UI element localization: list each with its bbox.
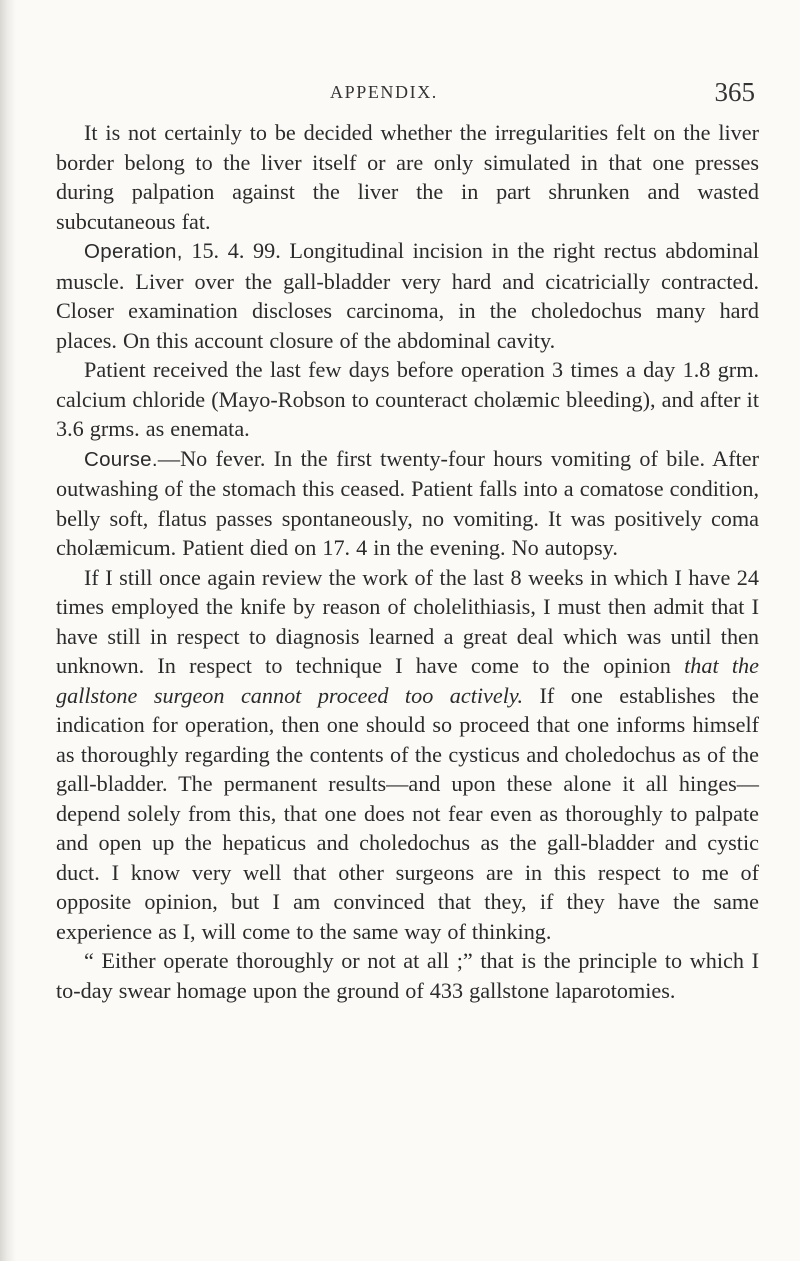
review-text-start: If I still once again review the work of the last 8 weeks in which I have 24 times employed the knife by reason of cholelithiasis, I must then admit that I have still in respect to diagnosis learned a great deal which was until then unknown. In respect to technique I have come to the opinion (56, 564, 759, 678)
page-number: 365 (714, 77, 755, 107)
paragraph-closing-principle: “ Either operate thoroughly or not at all ;” that is the principle to which I to-day swear homage upon the ground of 433 gallstone laparotomies. (56, 948, 759, 1003)
running-header (56, 77, 759, 118)
running-title: APPENDIX. (330, 82, 438, 102)
book-page (56, 77, 759, 1005)
binding-shadow (0, 0, 16, 1261)
course-heading: Course. (84, 447, 158, 471)
course-text: —No fever. In the first twenty-four hours vomiting of bile. After outwashing of the stomach this ceased. Patient falls into a comatose condition, belly soft, flatus passes spontaneously, no vomiting. It was positively coma cholæmicum. Patient died on 17. 4 in the evening. No autopsy. (56, 445, 759, 560)
body-text (56, 118, 759, 1005)
operation-text: 15. 4. 99. Longitudinal incision in the right rectus abdominal muscle. Liver over the gall-bladder very hard and cicatricially contracted. Closer examination discloses carcinoma, in the choledochus many hard places. On this account closure of the abdominal cavity. (56, 238, 759, 353)
paragraph-review (56, 563, 759, 947)
operation-heading: Operation, (84, 240, 183, 263)
paragraph-operation (56, 236, 759, 355)
paragraph-liver-border: It is not certainly to be decided whether the irregularities felt on the liver border belong to the liver itself or are only simulated in that one presses during palpation against the liver the in part shrunken and wasted subcutaneous fat. (56, 120, 759, 234)
review-italic-principle: that the gallstone surgeon cannot proceed too actively. (56, 653, 759, 708)
paragraph-course (56, 444, 759, 563)
review-text-end: If one establishes the indication for operation, then one should so proceed that one informs himself as thoroughly regarding the contents of the cysticus and choledochus as of the gall-bladder. The permanent results—and upon these alone it all hinges—depend solely from this, that one does not fear even as thoroughly to palpate and open up the hepaticus and choledochus as the gall-bladder and cystic duct. I know very well that other surgeons are in this respect to me of opposite opinion, but I am convinced that they, if they have the same experience as I, will come to the same way of thinking. (56, 682, 759, 944)
paragraph-calcium-chloride: Patient received the last few days before operation 3 times a day 1.8 grm. calcium chloride (Mayo-Robson to counteract cholæmic bleeding), and after it 3.6 grms. as enemata. (56, 357, 759, 441)
